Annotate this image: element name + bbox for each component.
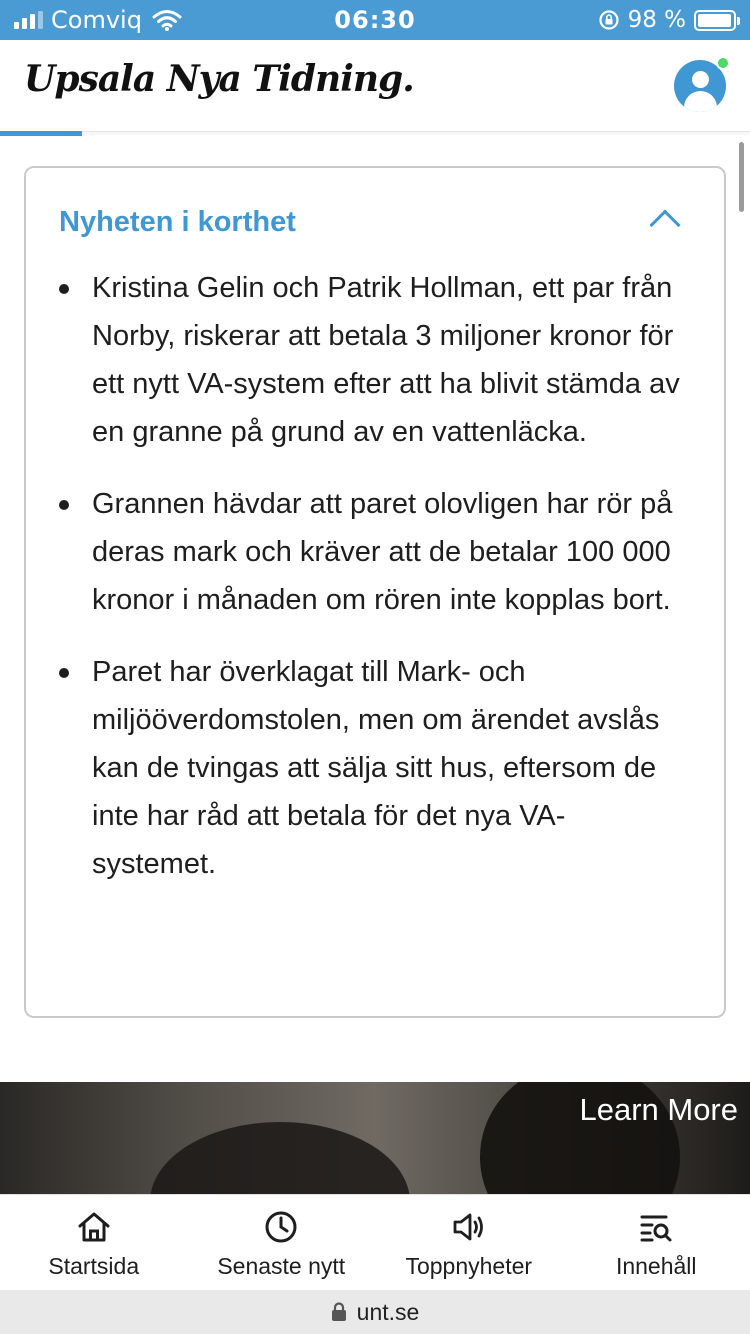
learn-more-link[interactable]: Learn More [579, 1092, 738, 1127]
summary-list [59, 264, 689, 912]
status-bar [0, 0, 750, 40]
nav-item-startsida[interactable] [0, 1195, 188, 1290]
site-header [0, 40, 750, 132]
nav-label: Startsida [48, 1253, 140, 1279]
nav-item-toppnyheter[interactable] [375, 1195, 563, 1290]
battery-percent: 98 % [627, 7, 686, 33]
megaphone-icon [451, 1209, 487, 1245]
site-logo[interactable]: Upsala Nya Tidning. [24, 58, 414, 100]
bullet-icon [59, 668, 69, 678]
nav-label: Toppnyheter [405, 1253, 533, 1279]
summary-item [59, 264, 689, 456]
reading-progress-bar [0, 131, 82, 136]
browser-url-bar[interactable] [0, 1290, 750, 1334]
video-ad[interactable] [0, 1082, 750, 1194]
bottom-nav [0, 1194, 750, 1290]
url-domain: unt.se [356, 1298, 420, 1325]
summary-title[interactable]: Nyheten i korthet [59, 206, 296, 238]
collapse-chevron-up-icon[interactable] [649, 209, 680, 240]
summary-item-text: Grannen hävdar att paret olovligen har rör på deras mark och kräver att de betalar 100 000 kronor i månaden om rören inte kopplas bort. [92, 488, 673, 616]
news-summary-card [24, 166, 726, 1018]
battery-icon [694, 10, 736, 31]
list-search-icon [638, 1209, 674, 1245]
clock-icon [263, 1209, 299, 1245]
ad-image-figure [150, 1122, 410, 1194]
carrier-name: Comviq [51, 6, 142, 34]
bullet-icon [59, 500, 69, 510]
summary-item [59, 480, 689, 624]
nav-label: Innehåll [615, 1253, 697, 1279]
nav-item-senaste-nytt[interactable] [188, 1195, 376, 1290]
bullet-icon [59, 284, 69, 294]
nav-label: Senaste nytt [217, 1253, 346, 1279]
summary-item-text: Kristina Gelin och Patrik Hollman, ett par från Norby, riskerar att betala 3 miljoner kronor för ett nytt VA-system efter att ha blivit stämda av en granne på grund av en vattenläcka. [92, 272, 680, 448]
orientation-lock-icon [598, 9, 620, 31]
home-icon [76, 1209, 112, 1245]
nav-item-innehall[interactable] [563, 1195, 750, 1290]
summary-item [59, 648, 689, 888]
summary-item-text: Paret har överklagat till Mark- och miljööverdomstolen, men om ärendet avslås kan de tvingas att sälja sitt hus, eftersom de inte har råd att betala för det nya VA-systemet. [92, 656, 660, 880]
lock-icon [331, 1302, 347, 1322]
online-status-dot [716, 56, 730, 70]
status-time: 06:30 [334, 6, 416, 34]
page-scrollbar[interactable] [739, 142, 744, 212]
status-right [598, 6, 736, 34]
